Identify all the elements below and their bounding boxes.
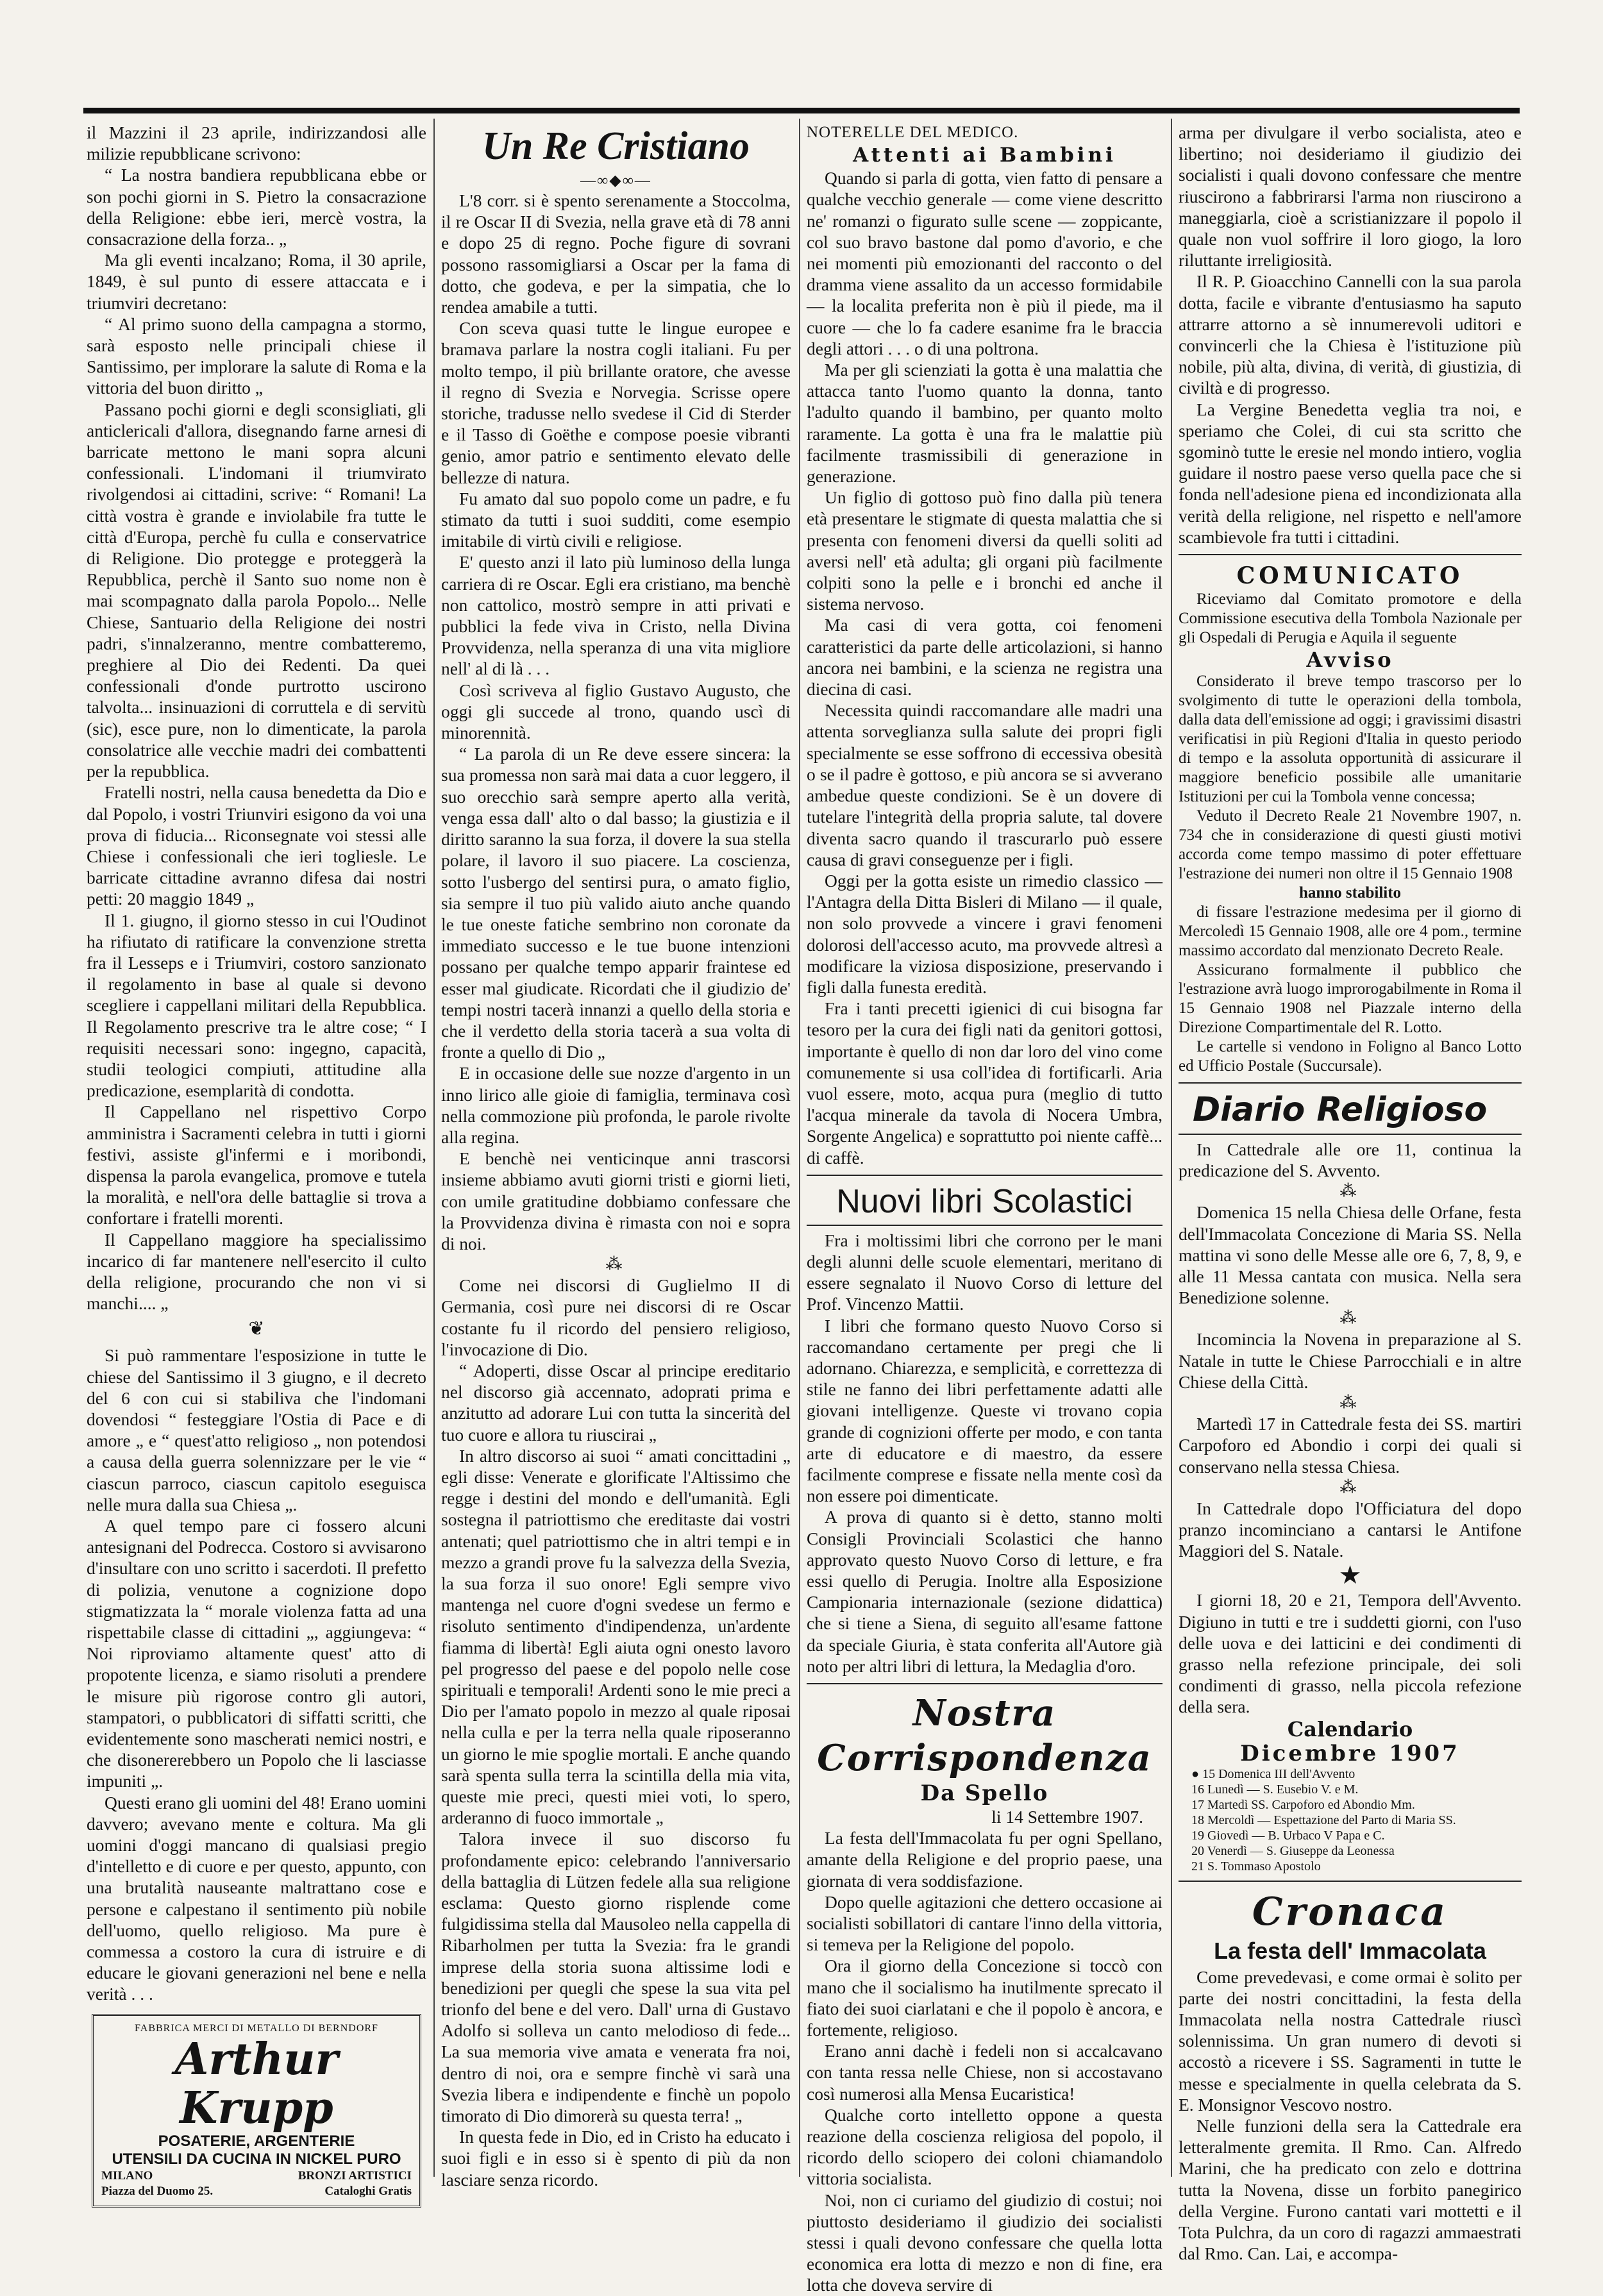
list-item: ● 15 Domenica III dell'Avvento	[1191, 1766, 1355, 1781]
calendario-list	[1179, 1766, 1522, 1874]
ad-brand: Arthur Krupp	[174, 2033, 339, 2134]
cronaca-heading: Cronaca	[1252, 1889, 1448, 1934]
asterism-divider: ⁂	[1339, 1393, 1361, 1412]
paragraph: Il Cappellano maggiore ha specialissimo incarico di far mantenere nell'esercito il culto della religione, procurando che non vi si manchi.... „	[87, 1229, 426, 1314]
ad-top-line: FABBRICA MERCI DI METALLO DI BERNDORF	[135, 2022, 378, 2034]
article-title-re-cristiano: Un Re Cristiano	[482, 124, 750, 168]
asterism-divider: ⁂	[1339, 1477, 1361, 1496]
paragraph: il Mazzini il 23 aprile, indirizzandosi alle milizie repubblicane scrivono:	[87, 122, 426, 164]
column-2	[441, 122, 791, 2190]
paragraph: E' questo anzi il lato più luminoso della lunga carriera di re Oscar. Egli era cristiano, ma benchè non cattolico, mostrò sempre in atti privati e pubblici la fede viva in Cristo, nella Divina Provvidenza, nella speranza di una vita migliore nell' al di là . . .	[441, 552, 791, 679]
paragraph: Nelle funzioni della sera la Cattedrale era letteralmente gremita. Il Rmo. Can. Alfredo Marini, che ha predicato con zelo e dottrina tutta la Novena, disse un forbito panegirico della Vergine. Furono cantati vari mottetti e il Tota Pulchra, da un coro di ragazzi ammaestrati dal Rmo. Can. Lai, e accompa-	[1179, 2115, 1522, 2264]
paragraph: Domenica 15 nella Chiesa delle Orfane, festa dell'Immacolata Concezione di Maria SS. Nella mattina vi sono delle Messe alle ore 6, 7, 8, 9, e alle 11 Messa cantata con musica. Nella sera Benedizione solenne.	[1179, 1202, 1522, 1308]
section-rule	[1179, 1881, 1522, 1882]
title-ornament: —∞◆∞—	[580, 172, 651, 189]
paragraph: Le cartelle si vendono in Foligno al Banco Lotto ed Ufficio Postale (Succursale).	[1179, 1038, 1522, 1075]
paragraph: “ Adoperti, disse Oscar al principe ereditario nel discorso già accennato, adoprati prima e anzitutto ad adorare Lui con tutta la sincerità del tuo cuore e allora tu riuscirai „	[441, 1360, 791, 1445]
paragraph: Martedì 17 in Cattedrale festa dei SS. martiri Carpoforo ed Abondio i corpi dei quali si conservano nella stessa Chiesa.	[1179, 1414, 1522, 1477]
paragraph: Il R. P. Gioacchino Cannelli con la sua parola dotta, facile e vibrante d'entusiasmo ha saputo attrarre attorno a sè innumerevoli uditori e convincerli che la Chiesa è l'istituzione più nobile, più alta, divina, di verità, di giustizia, di civiltà e di progresso.	[1179, 271, 1522, 398]
paragraph: Dopo quelle agitazioni che dettero occasione ai socialisti sobillatori di cantare l'inno della vittoria, si temeva per la Religione del popolo.	[807, 1891, 1162, 1955]
paragraph: Fu amato dal suo popolo come un padre, e fu stimato da tutti i suoi sudditi, come esempio imitabile di virtù civili e religiose.	[441, 488, 791, 551]
paragraph: Ma casi di vera gotta, coi fenomeni caratteristici da parte delle articolazioni, si hanno ancora nei bambini, e la scienza ne registra una diecina di casi.	[807, 615, 1162, 700]
paragraph: Il Cappellano nel rispettivo Corpo amministra i Sacramenti celebra in tutti i giorni festivi, assiste gl'infermi e i moribondi, dispensa la parola evangelica, promove e tutela la moralità, e nell'ora delle battaglie si trova a confortare i fratelli morenti.	[87, 1102, 426, 1228]
paragraph: Così scriveva al figlio Gustavo Augusto, che oggi gli succede al trono, quando uscì di minorennità.	[441, 680, 791, 743]
ad-right-1: BRONZI ARTISTICI	[298, 2168, 412, 2183]
paragraph: arma per divulgare il verbo socialista, ateo e libertino; noi desideriamo il giudizio dei socialisti i quali dovono confessare che mentre riuscirono a fabbrirarsi l'arma non riuscirono a maneggiarla, cioè a scristianizzare il popolo il quale non vuol soffrire il loro giogo, la loro riluttante irreligiosità.	[1179, 122, 1522, 271]
paragraph: Fra i moltissimi libri che corrono per le mani degli alunni delle scuole elementari, meritano di essere segnalato il Nuovo Corso di letture del Prof. Vincenzo Mattii.	[807, 1230, 1162, 1314]
calendario-month: Dicembre 1907	[1240, 1740, 1460, 1766]
asterism-divider: ⁂	[1339, 1309, 1361, 1328]
paragraph: A prova di quanto si è detto, stanno molti Consigli Provinciali Scolastici che hanno approvato questo Nuovo Corso di letture, e fra essi quello di Perugia. Inoltre alla Esposizione Campionaria internazionale (sezione didattica) che si tiene a Siena, di seguito all'esame fattone da speciale Giuria, è stata conferita all'Autore già noto per altri libri di lettura, la Medaglia d'oro.	[807, 1507, 1162, 1676]
paragraph: Come nei discorsi di Guglielmo II di Germania, così pure nei discorsi di re Oscar costante fu il ricordo del pensiero religioso, l'invocazione di Dio.	[441, 1275, 791, 1359]
paragraph: Talora invece il suo discorso fu profondamente epico: celebrando l'anniversario della battaglia di Lützen fedele alla sua religione esclama: Questo giorno risplende come fulgidissima stella dal Mausoleo nella cappella di Ribarholmen per tutta la Svezia: fra le grandi imprese della storia suona altissime lodi e benedizioni per quegli che spese la sua vita pel trionfo del bene e del vero. Dall' urna di Gustavo Adolfo si solleva un canto melodioso di fede... La sua memoria vive amata e venerata fra noi, dentro di noi, ora e sempre finchè vi sarà una Svezia libera e indipendente e finchè un popolo timorato di Dio dimorerà su questa terra! „	[441, 1829, 791, 2126]
paragraph: Necessita quindi raccomandare alle madri una attenta sorveglianza sulla salute dei propri figli specialmente se esse soffrono di eccessiva obesità o se il padre è gottoso, e più ancora se si avverano ambedue queste condizioni. Se è un dovere di tutelare l'integrità della propria salute, tal dovere diventa sacro quando il trascurarlo può essere causa di gravi conseguenze per i figli.	[807, 700, 1162, 869]
paragraph: “ Al primo suono della campagna a stormo, sarà esposto nelle principali chiese il Santissimo, per implorare la salute di Roma e la vittoria del buon diritto „	[87, 314, 426, 398]
section-rule	[1179, 554, 1522, 555]
asterism-divider: ⁂	[605, 1255, 626, 1274]
paragraph: Quando si parla di gotta, vien fatto di pensare a qualche vecchio generale — come viene descritto ne' romanzi o figurato sulle scene — zoppicante, col suo bravo bastone dal pomo d'avorio, e che nei momenti più emozionanti del racconto o del dramma viene assalito da un accesso formidabile — la localita preferita non è più il piede, ma il cuore — che lo fa cadere esanime fra le braccia degli attori . . . o di una poltrona.	[807, 168, 1162, 358]
corrispondenza-heading: Nostra Corrispondenza	[817, 1692, 1152, 1780]
ad-line-2: UTENSILI DA CUCINA IN NICKEL PURO	[112, 2150, 401, 2168]
corrispondenza-place: Da Spello	[920, 1781, 1049, 1807]
col4-body	[1179, 122, 1522, 548]
corr-body	[807, 1827, 1162, 2295]
paragraph: L'8 corr. si è spento serenamente a Stoccolma, il re Oscar II di Svezia, nella grave età di 78 anni e dopo 25 di regno. Poche figure di sovrani possono rassomigliarsi a Oscar per la fama di dotto, che godeva, e per la simpatia, che lo rendea amabile a tutti.	[441, 190, 791, 317]
paragraph: Si può rammentare l'esposizione in tutte le chiese del Santissimo il 3 giugno, e il decreto del 6 con cui si stabiliva che l'indomani dovendosi “ festeggiare l'Ostia di Pace e di amore „ e “ quest'atto religioso „ non potendosi a causa della guerra solennizzare per le vie “ ciascun parroco, ciascun capitolo eseguisca nelle mura dalla sua Chiesa „.	[87, 1345, 426, 1514]
asterism-divider: ★	[1338, 1561, 1362, 1590]
paragraph: Fra i tanti precetti igienici di cui bisogna far tesoro per la cura dei figli nati da genitori gottosi, importante è quello di non dar loro del vino come comunemente si usa coll'idea di fortificarli. Aria vuol essere, moto, acqua pura (meglio di tutto l'acqua minerale da tavola di Nocera Umbra, Sorgente Angelica) e soprattutto poi niente caffè... di caffè.	[807, 998, 1162, 1168]
article-title-libri: Nuovi libri Scolastici	[836, 1182, 1133, 1220]
col1-body	[87, 122, 426, 1314]
column-rule	[799, 119, 800, 2177]
col1-body-2	[87, 1345, 426, 2004]
list-item: 18 Mercoldì — Espettazione del Parto di Maria SS.	[1191, 1813, 1456, 1827]
avviso-heading: Avviso	[1306, 648, 1394, 673]
article-title-bambini: Attenti ai Bambini	[853, 144, 1116, 167]
corrispondenza-date: li 14 Settembre 1907.	[991, 1807, 1143, 1827]
paragraph: La Vergine Benedetta veglia tra noi, e speriamo che Colei, di cui sta scritto che sgominò tutte le eresie nel mondo intiero, voglia guidare il nostro paese verso quella pace che si fonda nell'adesione piena ed incondizionata alla verità della religione, nel rispetto e nell'amore scambievole fra tutti i cittadini.	[1179, 399, 1522, 547]
paragraph: In altro discorso ai suoi “ amati concittadini „ egli disse: Venerate e glorificate l'Altissimo che regge i destini del mondo e dell'umanità. Egli sostegna il patriottismo che ereditaste dai vostri antenati; quel patriottismo che in altri tempi e in mezzo a grandi prove fu la salvezza della Svezia, la sua forza il suo onore! Egli sempre vivo mantenga nel cuore d'ogni svedese un fermo e risoluto sentimento d'indipendenza, un'ardente fiamma di libertà! Egli aiuta ogni onesto lavoro pel progresso del paese e del popolo nelle cose spirituali e temporali! Ardenti sono le mie preci a Dio per l'amato popolo in mezzo al quale riposai nella culla e per la terra nella quale riposeranno un giorno le mie spoglie mortali. E anche quando sarà spenta sulla terra la scintilla della mia vita, queste mie preci, questi miei voti, lo spero, arderanno di fuoco immortale „	[441, 1445, 791, 1828]
paragraph: Con sceva quasi tutte le lingue europee e bramava parlare la nostra cogli italiani. Fu per molto tempo, il più brillante oratore, che avesse il regno di Svezia e Norvegia. Scrisse opere storiche, tradusse nello svedese il Cid di Sterder e il Tasso di Goëthe e compose poesie vibranti genio, amor patrio e sentimento elevato delle bellezze di natura.	[441, 318, 791, 487]
festa-body	[1179, 1966, 1522, 2265]
kicker-noterelle: NOTERELLE DEL MEDICO.	[807, 124, 1019, 141]
diario-body	[1179, 1139, 1522, 1717]
paragraph: In Cattedrale dopo l'Officiatura del dopo pranzo incominciano a cantarsi le Antifone Maggiori del S. Natale.	[1179, 1498, 1522, 1561]
paragraph: Un figlio di gottoso può fino dalla più tenera età presentare le stigmate di questa malattia che si presenta con fenomeni diversi da quelli soliti ad aversi nell' età adulta; gli organi più facilmente colpiti sono la pelle e i bronchi ed anche il sistema nervoso.	[807, 487, 1162, 614]
paragraph: Fratelli nostri, nella causa benedetta da Dio e dal Popolo, i vostri Triunviri esigono da voi una prova di fiducia... Riconsegnate voi stessi alle Chiese i confessionali che ieri togliesle. Le barricate cittadine avranno difesa dai nostri petti: 20 maggio 1849 „	[87, 782, 426, 909]
col2-body	[441, 190, 791, 2190]
list-item: 16 Lunedì — S. Eusebio V. e M.	[1191, 1782, 1359, 1797]
krupp-advertisement	[92, 2014, 421, 2208]
column-rule	[433, 119, 435, 2177]
ad-address: Piazza del Duomo 25.	[101, 2184, 214, 2198]
paragraph: E in occasione delle sue nozze d'argento in un inno lirico alle gioie di famiglia, terminava così nella commozione più profonda, le parole rivolte alla regina.	[441, 1063, 791, 1147]
list-item: 17 Martedì SS. Carpoforo ed Abondio Mm.	[1191, 1797, 1415, 1812]
column-1	[87, 122, 426, 2198]
column-3	[807, 122, 1162, 2295]
paragraph: Incomincia la Novena in preparazione al S. Natale in tutte le Chiese Parrocchiali e in altre Chiese della Città.	[1179, 1329, 1522, 1392]
paragraph: La festa dell'Immacolata fu per ogni Spellano, amante della Religione e del proprio paese, una giornata di vera soddisfazione.	[807, 1828, 1162, 1891]
paragraph: A quel tempo pare ci fossero alcuni antesignani del Podrecca. Costoro si avvisarono d'insultare con uno scritto i sacerdoti. Il prefetto di polizia, venutone a cognizione dopo stigmatizzata la “ morale violenza fatta ad una rispettabile classe di cittadini „, aggiungeva: “ Noi riproviamo altamente quest' atto di propotente licenza, e siamo risoluti a prendere le misure più rigorose contro gli autori, stampatori, o pubblicatori di siffatti scritti, che evidentemente sono mascherati nemici nostri, e che disonererebbero un Popolo che li lasciasse impuniti „.	[87, 1516, 426, 1791]
section-rule	[1179, 1134, 1522, 1135]
ad-line-1: POSATERIE, ARGENTERIE	[158, 2132, 355, 2150]
list-item: 21 S. Tommaso Apostolo	[1191, 1859, 1321, 1873]
section-rule	[807, 1175, 1162, 1176]
paragraph: Ora il giorno della Concezione si toccò con mano che il socialismo ha inutilmente sprecato il fiato dei suoi ciarlatani e che il popolo è ancora, e fortemente, religioso.	[807, 1956, 1162, 2040]
asterism-divider: ⁂	[1339, 1182, 1361, 1201]
column-rule	[1171, 119, 1172, 2177]
list-item: 20 Venerdì — S. Giuseppe da Leonessa	[1191, 1843, 1395, 1858]
calendario-heading: Calendario	[1287, 1716, 1413, 1741]
section-rule	[807, 1225, 1162, 1226]
paragraph: Erano anni dachè i fedeli non si accalcavano con tanta ressa nelle Chiese, non si accostavano così numerosi alla Mensa Eucaristica!	[807, 2041, 1162, 2104]
paragraph: “ La parola di un Re deve essere sincera: la sua promessa non sarà mai data a cuor leggero, il suo orecchio sarà sempre aperto alla verità, venga essa dall' alto o dal basso; la giustizia e il diritto saranno la sua forza, il dovere la sua stella polare, il lavoro il suo piacere. La coscienza, sotto l'usbergo del sentirsi pura, o amato figlio, sia sempre il tuo più valido aiuto anche quando le tue oneste fatiche sembrino non coronate da immediato successo e le tue buone intenzioni possano per qualche tempo apparir fraintese ed esser mal giudicate. Ricordati che il giudizio de' tempi nostri tacerà innanzi a quello della storia e che il verdetto della storia tacerà a sua volta di fronte a quello di Dio „	[441, 744, 791, 1062]
paragraph: hanno stabilito	[1298, 884, 1402, 902]
ad-right-2: Cataloghi Gratis	[324, 2184, 412, 2198]
comunicato-heading: COMUNICATO	[1236, 562, 1464, 590]
paragraph: Qualche corto intelletto oppone a questa reazione della coscienza religiosa del popolo, il ricordo dello sciopero dei coloni chiamandolo vittoria socialista.	[807, 2104, 1162, 2189]
list-item: 19 Giovedì — B. Urbaco V Papa e C.	[1191, 1828, 1385, 1843]
paragraph: In Cattedrale alle ore 11, continua la predicazione del S. Avvento.	[1179, 1139, 1522, 1181]
paragraph: Il 1. giugno, il giorno stesso in cui l'Oudinot ha rifiutato di ratificare la convenzione stretta fra il Lesseps e i Triumviri, costoro sanzionato il regolamento in base al quale si devono scegliere i cappellani militari della Repubblica. Il Regolamento prescrive tra le altre cose; “ I requisiti necessari sono: ingegno, capacità, studii teologici compiuti, attitudine alla predicazione, esemplarità di condotta.	[87, 910, 426, 1101]
paragraph: “ La nostra bandiera repubblicana ebbe or son pochi giorni in S. Pietro la consacrazione della Religione: ebbe ieri, mercè vostra, la consacrazione della forza.. „	[87, 165, 426, 249]
paragraph: Oggi per la gotta esiste un rimedio classico — l'Antagra della Ditta Bisleri di Milano — il quale, non solo provvede a vincere i gravi fenomeni dolorosi dell'accesso acuto, ma provvede altresì a modificare la viziosa disposizione, preservando i figli dalla funesta eredità.	[807, 870, 1162, 997]
libri-body	[807, 1230, 1162, 1677]
paragraph: Ma per gli scienziati la gotta è una malattia che attacca tanto l'uomo quanto la donna, tanto l'adulto quando il bambino, per quanto molto raramente. La gotta è una fra le malattie più facilmente trasmissibili di generazione in generazione.	[807, 360, 1162, 487]
ad-city: MILANO	[101, 2168, 153, 2183]
ad-row-1	[101, 2168, 412, 2184]
paragraph: Passano pochi giorni e degli sconsigliati, gli anticlericali d'allora, disegnando farne arnesi di barricate mettono le mani sopra alcuni confessionali. L'indomani il triumvirato rivolgendosi ai cittadini, scrive: “ Romani! La città vostra è grande e inviolabile fra tutte le città d'Europa, perchè fu culla e conservatrice di Religione. Dio protegge e proteggerà la Repubblica, perchè il Santo suo nome non è mai scompagnato dalla parola Popolo... Nelle Chiese, Santuario della Religione dei nostri padri, s'innalzeranno, mentre combatteremo, preghiere al Dio dei Redenti. Da quei confessionali d'onde purtrotto uscirono talvolta... insinuazioni di corruttela e di servitù (sic), esce pure, non lo dimenticate, la parola consolatrice alle vecchie madri dei combattenti per la repubblica.	[87, 399, 426, 782]
masthead-rule	[83, 108, 1520, 113]
section-rule	[1179, 1082, 1522, 1084]
section-divider-ornament: ❦	[248, 1318, 265, 1340]
paragraph: Noi, non ci curiamo del giudizio di costui; noi piuttosto desideriamo il giudizio dei socialisti stessi i quali devono confessare che quella lotta economica era lotta di mezzo e non di fine, era lotta che doveva servire di	[807, 2190, 1162, 2295]
paragraph: Veduto il Decreto Reale 21 Novembre 1907, n. 734 che in considerazione di questi giusti motivi accorda come tempo massimo di poter effettuare l'estrazione dei numeri non oltre il 15 Gennaio 1908	[1179, 807, 1522, 883]
paragraph: In questa fede in Dio, ed in Cristo ha educato i suoi figli e in esso si è spento di più da non lasciare senza ricordo.	[441, 2127, 791, 2190]
paragraph: I libri che formano questo Nuovo Corso si raccomandano certamente per pregi che li adornano. Chiarezza, e semplicità, e correttezza di stile ne fanno dei libri perfettamente adatti alle giovani intelligenze. Queste vi trovano copia grande di cognizioni offerte per modo, e con tanta arte di educatore e di maestro, da essere facilmente comprese e fissate nella mente così da non essere poi dimenticate.	[807, 1315, 1162, 1506]
festa-title: La festa dell' Immacolata	[1214, 1937, 1486, 1964]
comunicato-intro: Riceviamo dal Comitato promotore e della Commissione esecutiva della Tombola Nazionale per gli Ospedali di Perugia e Aquila il seguente	[1179, 591, 1522, 647]
paragraph: Come prevedevasi, e come ormai è solito per parte dei nostri concittadini, la festa della Immacolata nella nostra Cattedrale riuscì solennissima. Un gran numero di devoti si accostò a ricevere i SS. Sagramenti in tutte le messe e specialmente in quella celebrata da S. E. Monsignor Vescovo nostro.	[1179, 1966, 1522, 2115]
column-4	[1179, 122, 1522, 2264]
paragraph: E benchè nei venticinque anni trascorsi insieme abbiamo avuti giorni tristi e giorni lieti, con umile gratitudine dobbiamo confessare che la Provvidenza divina è rimasta con noi e sopra di noi.	[441, 1148, 791, 1253]
diario-heading: Diario Religioso	[1193, 1091, 1488, 1130]
ad-row-2	[101, 2184, 412, 2199]
section-rule	[807, 1683, 1162, 1684]
paragraph: Questi erano gli uomini del 48! Erano uomini davvero; avevano mente e coltura. Ma gli uomini d'oggi mancano di qualsiasi pregio d'intelletto e di cuore e per questo, appunto, con una brutalità nauseante maltrattano cose e persone e calpestano il sentimento più nobile dell'uomo, quello religioso. Ma pure è commessa a costoro la cura di istruire e di educare le giovani generazioni nel bene e nella verità . . .	[87, 1792, 426, 2004]
paragraph: Ma gli eventi incalzano; Roma, il 30 aprile, 1849, è sul punto di essere attaccata e i triumviri decretano:	[87, 250, 426, 313]
paragraph: Assicurano formalmente il pubblico che l'estrazione avrà luogo improrogabilmente in Roma il 15 Gennaio 1908 nel Piazzale interno della Direzione Compartimentale del R. Lotto.	[1179, 961, 1522, 1037]
col3-body	[807, 167, 1162, 1168]
paragraph: Considerato il breve tempo trascorso per lo svolgimento di tutte le operazioni della tombola, dalla data dell'emissione ad oggi; i gravissimi disastri verificatisi in più Regioni d'Italia in questo periodo di tempo e la assoluta opportunità di assicurare il maggiore beneficio possibile alle umanitarie Istituzioni per cui la Tombola venne concessa;	[1179, 673, 1522, 806]
paragraph: di fissare l'estrazione medesima per il giorno di Mercoledì 15 Gennaio 1908, alle ore 4 pom., termine massimo accordato dal menzionato Decreto Reale.	[1179, 903, 1522, 960]
avviso-body	[1179, 672, 1522, 1076]
paragraph: I giorni 18, 20 e 21, Tempora dell'Avvento. Digiuno in tutti e tre i suddetti giorni, con l'uso delle uova e dei latticini e dei condimenti di grasso nella refezione principale, dei soli condimenti di grasso, nella piccola refezione della sera.	[1179, 1590, 1522, 1717]
